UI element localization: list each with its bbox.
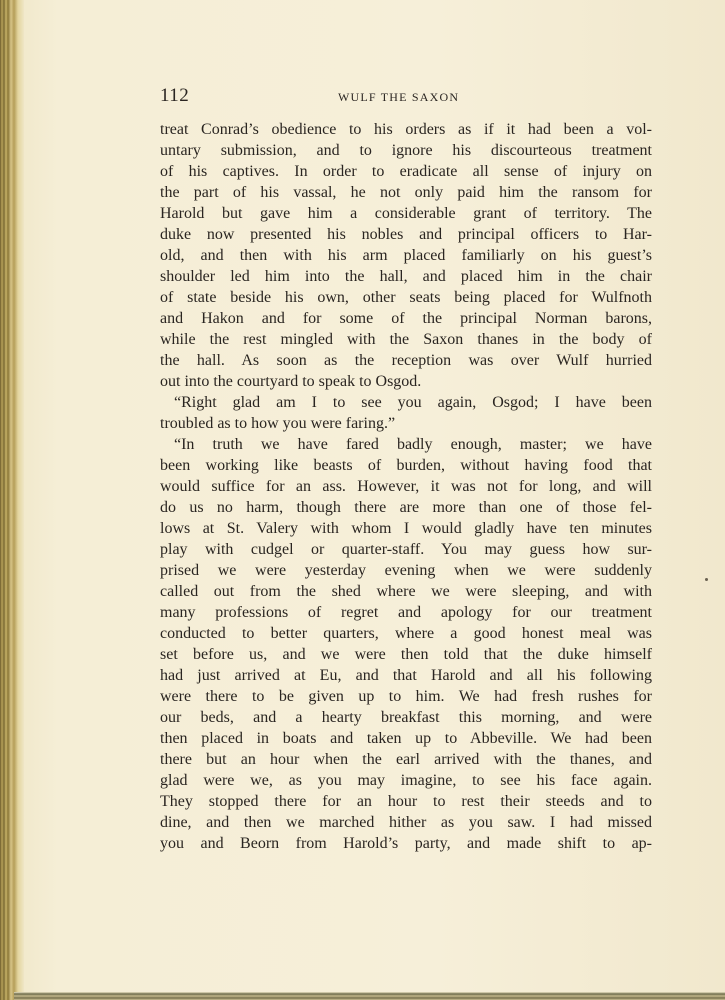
text-line: of his captives. In order to eradicate all sense of injury on xyxy=(160,163,652,180)
text-line: Harold but gave him a considerable grant of territory. The xyxy=(160,205,652,222)
text-line: do us no harm, though there are more than one of those fel- xyxy=(160,499,652,516)
book-binding-edge xyxy=(0,0,24,1000)
text-line: prised we were yesterday evening when we were suddenly xyxy=(160,562,652,579)
text-line: They stopped there for an hour to rest their steeds and to xyxy=(160,793,652,810)
text-line: “In truth we have fared badly enough, master; we have xyxy=(174,436,652,453)
text-line: “Right glad am I to see you again, Osgod; I have been xyxy=(174,394,652,411)
text-line: while the rest mingled with the Saxon thanes in the body of xyxy=(160,331,652,348)
text-line: dine, and then we marched hither as you saw. I had missed xyxy=(160,814,652,831)
text-line: would suffice for an ass. However, it was not for long, and will xyxy=(160,478,652,495)
running-head: WULF THE SAXON xyxy=(338,90,460,104)
page-header xyxy=(160,85,652,109)
text-line: the part of his vassal, he not only paid him the ransom for xyxy=(160,184,652,201)
text-line: then placed in boats and taken up to Abbeville. We had been xyxy=(160,730,652,747)
text-line: many professions of regret and apology for our treatment xyxy=(160,604,652,621)
text-line: you and Beorn from Harold’s party, and made shift to ap- xyxy=(160,835,652,852)
text-line: and Hakon and for some of the principal Norman barons, xyxy=(160,310,652,327)
page-stack-edge xyxy=(14,992,725,1000)
text-line: had just arrived at Eu, and that Harold and all his following xyxy=(160,667,652,684)
text-line: called out from the shed where we were sleeping, and with xyxy=(160,583,652,600)
text-line: our beds, and a hearty breakfast this morning, and were xyxy=(160,709,652,726)
text-line: untary submission, and to ignore his discourteous treatment xyxy=(160,142,652,159)
text-line: were there to be given up to him. We had fresh rushes for xyxy=(160,688,652,705)
text-line: troubled as to how you were faring.” xyxy=(160,415,396,432)
text-line: conducted to better quarters, where a good honest meal was xyxy=(160,625,652,642)
text-line: out into the courtyard to speak to Osgod. xyxy=(160,373,422,390)
page-number: 112 xyxy=(160,85,190,106)
text-line: play with cudgel or quarter-staff. You may guess how sur- xyxy=(160,541,652,558)
text-line: the hall. As soon as the reception was over Wulf hurried xyxy=(160,352,652,369)
text-line: there but an hour when the earl arrived with the thanes, and xyxy=(160,751,652,768)
text-line: glad were we, as you may imagine, to see his face again. xyxy=(160,772,652,789)
text-line: treat Conrad’s obedience to his orders as if it had been a vol- xyxy=(160,121,652,138)
text-line: of state beside his own, other seats being placed for Wulfnoth xyxy=(160,289,652,306)
ink-speck xyxy=(705,578,708,581)
text-line: lows at St. Valery with whom I would gladly have ten minutes xyxy=(160,520,652,537)
text-line: been working like beasts of burden, without having food that xyxy=(160,457,652,474)
text-line: shoulder led him into the hall, and placed him in the chair xyxy=(160,268,652,285)
body-text xyxy=(160,119,652,854)
text-line: old, and then with his arm placed familiarly on his guest’s xyxy=(160,247,652,264)
text-line: set before us, and we were then told that the duke himself xyxy=(160,646,652,663)
text-line: duke now presented his nobles and principal officers to Har- xyxy=(160,226,652,243)
